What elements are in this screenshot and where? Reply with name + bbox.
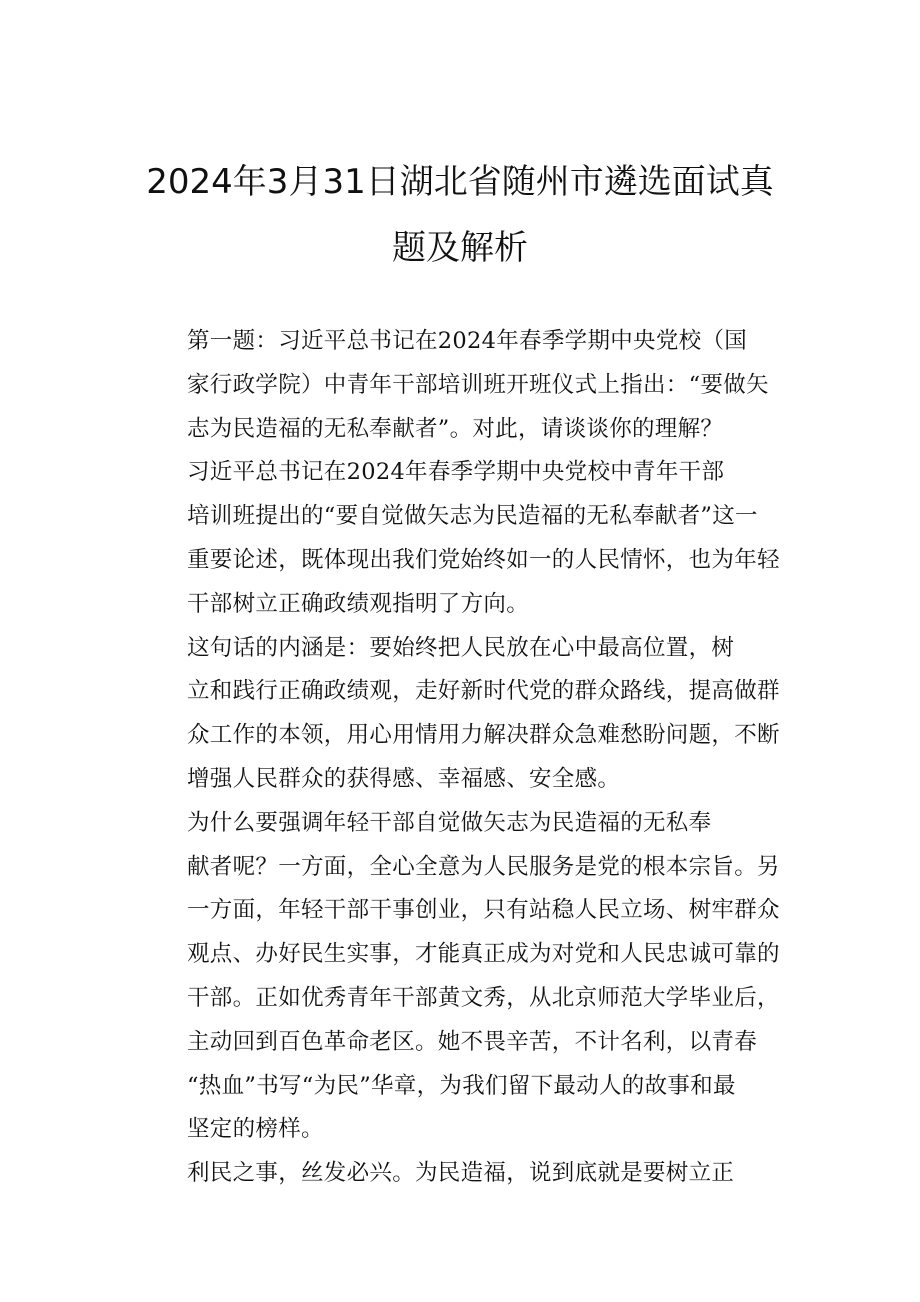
paragraph-question (142, 320, 782, 451)
text-line: 利民之事，丝发必兴。为民造福，说到底就是要树立正 (187, 1160, 735, 1187)
paragraph-reason (142, 802, 782, 1152)
text-line: 家行政学院）中青年干部培训班开班仪式上指出：“要做矢 (187, 371, 769, 398)
text-line: 增强人民群众的获得感、幸福感、安全感。 (187, 765, 621, 792)
document-title-line-1: 2024年3月31日湖北省随州市遴选面试真 (146, 162, 774, 202)
text-line: 干部树立正确政绩观指明了方向。 (187, 590, 530, 617)
text-line: 观点、办好民生实事，才能真正成为对党和人民忠诚可靠的 (187, 941, 780, 968)
text-line: 第一题：习近平总书记在2024年春季学期中央党校（国 (187, 328, 748, 354)
text-line: “热血”书写“为民”华章，为我们留下最动人的故事和最 (187, 1072, 736, 1099)
text-line: 坚定的榜样。 (187, 1116, 324, 1143)
text-line: 重要论述，既体现出我们党始终如一的人民情怀，也为年轻 (187, 546, 780, 573)
paragraph-conclusion (142, 1152, 782, 1196)
text-line: 干部。正如优秀青年干部黄文秀，从北京师范大学毕业后， (187, 984, 780, 1011)
paragraph-answer-intro (142, 451, 782, 626)
text-line: 培训班提出的“要自觉做矢志为民造福的无私奉献者”这一 (187, 503, 758, 530)
document-title-line-2: 题及解析 (392, 228, 528, 268)
text-line: 主动回到百色革命老区。她不畏辛苦，不计名利，以青春 (187, 1028, 758, 1055)
text-line: 一方面，年轻干部干事创业，只有站稳人民立场、树牢群众 (187, 897, 780, 924)
text-line: 为什么要强调年轻干部自觉做矢志为民造福的无私奉 (187, 809, 712, 836)
text-line: 众工作的本领，用心用情用力解决群众急难愁盼问题，不断 (187, 722, 780, 749)
document-body (142, 320, 782, 1196)
text-line: 习近平总书记在2024年春季学期中央党校中青年干部 (187, 459, 725, 486)
text-line: 这句话的内涵是：要始终把人民放在心中最高位置，树 (187, 634, 735, 661)
text-line: 志为民造福的无私奉献者”。对此，请谈谈你的理解？ (187, 415, 724, 442)
text-line: 立和践行正确政绩观，走好新时代党的群众路线，提高做群 (187, 678, 780, 705)
text-line: 献者呢？一方面，全心全意为人民服务是党的根本宗旨。另 (187, 853, 780, 880)
paragraph-connotation (142, 627, 782, 802)
